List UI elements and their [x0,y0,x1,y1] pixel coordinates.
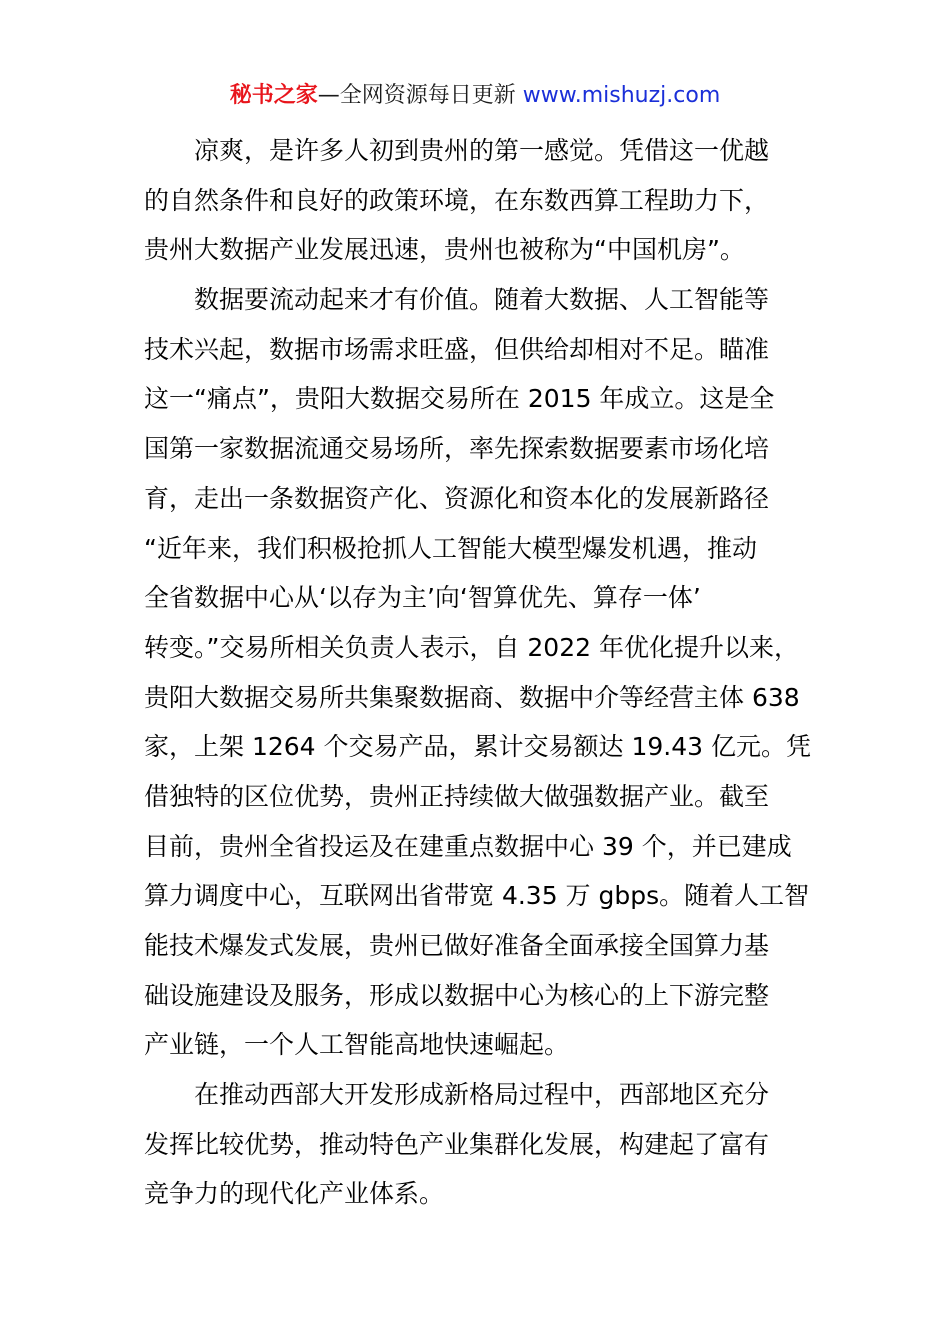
text-line: 家，上架 1264 个交易产品，累计交易额达 19.43 亿元。凭 [144,732,811,762]
text-line: 产业链，一个人工智能高地快速崛起。 [144,1030,570,1060]
document-body [144,126,834,1219]
text-line: 贵州大数据产业发展迅速，贵州也被称为“中国机房”。 [144,235,745,265]
text-line: 竞争力的现代化产业体系。 [144,1179,445,1209]
text-line: 全省数据中心从‘以存为主’向‘智算优先、算存一体’ [144,583,701,613]
text-line: 转变。”交易所相关负责人表示，自 2022 年优化提升以来， [144,632,799,662]
header-url-link[interactable]: www.mishuzj.com [522,83,721,108]
text-line: 础设施建设及服务，形成以数据中心为核心的上下游完整 [144,980,770,1010]
text-line: 目前，贵州全省投运及在建重点数据中心 39 个，并已建成 [144,831,792,861]
text-line: 这一“痛点”，贵阳大数据交易所在 2015 年成立。这是全 [144,384,775,414]
text-line: “近年来，我们积极抢抓人工智能大模型爆发机遇，推动 [144,533,757,563]
text-line: 贵阳大数据交易所共集聚数据商、数据中介等经营主体 638 [144,682,800,712]
text-line: 数据要流动起来才有价值。随着大数据、人工智能等 [194,285,770,315]
text-line: 育，走出一条数据资产化、资源化和资本化的发展新路径 [144,483,770,513]
text-line: 在推动西部大开发形成新格局过程中，西部地区充分 [194,1080,770,1110]
text-line: 的自然条件和良好的政策环境，在东数西算工程助力下， [144,185,770,215]
text-line: 算力调度中心，互联网出省带宽 4.35 万 gbps。随着人工智 [144,881,810,911]
text-line: 借独特的区位优势，贵州正持续做大做强数据产业。截至 [144,781,770,811]
brand-name: 秘书之家 [229,83,318,108]
text-line: 凉爽，是许多人初到贵州的第一感觉。凭借这一优越 [194,136,770,165]
text-line: 发挥比较优势，推动特色产业集群化发展，构建起了富有 [144,1129,770,1159]
header-tagline: —全网资源每日更新 [317,83,516,108]
text-line: 技术兴起，数据市场需求旺盛，但供给却相对不足。瞄准 [144,334,770,364]
text-line: 能技术爆发式发展，贵州已做好准备全面承接全国算力基 [144,931,770,960]
page-header [0,78,950,114]
text-line: 国第一家数据流通交易场所，率先探索数据要素市场化培 [144,434,770,464]
